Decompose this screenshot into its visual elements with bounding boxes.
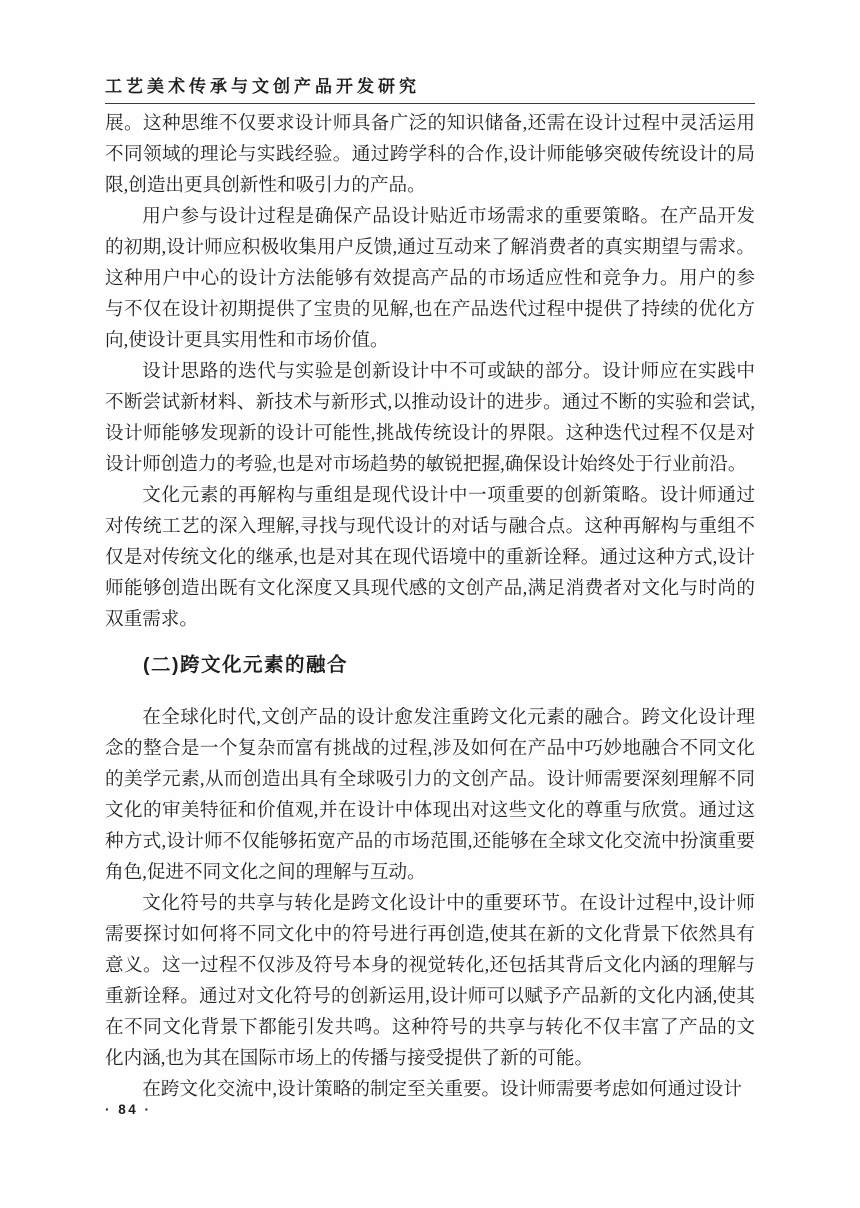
running-header-title: 工艺美术传承与文创产品开发研究 xyxy=(105,77,420,96)
paragraph: 在跨文化交流中,设计策略的制定至关重要。设计师需要考虑如何通过设计 xyxy=(142,1079,742,1100)
page-body xyxy=(105,108,755,1105)
page-footer xyxy=(105,1101,152,1119)
paragraph: 用户参与设计过程是确保产品设计贴近市场需求的重要策略。在产品开发的初期,设计师应积极收集用户反馈,通过互动来了解消费者的真实期望与需求。这种用户中心的设计方法能够有效提高产品的市场适应性和竞争力。用户的参与不仅在设计初期提供了宝贵的见解,也在产品迭代过程中提供了持续的优化方向,使设计更具实用性和市场价值。 xyxy=(105,206,755,351)
running-header xyxy=(105,70,755,104)
page-number: · 84 · xyxy=(105,1102,152,1117)
page-content xyxy=(105,70,755,1105)
section-heading: (二)跨文化元素的融合 xyxy=(143,654,348,676)
paragraph: 设计思路的迭代与实验是创新设计中不可或缺的部分。设计师应在实践中不断尝试新材料、新技术与新形式,以推动设计的进步。通过不断的实验和尝试,设计师能够发现新的设计可能性,挑战传统设计的界限。这种迭代过程不仅是对设计师创造力的考验,也是对市场趋势的敏锐把握,确保设计始终处于行业前沿。 xyxy=(105,361,755,475)
paragraph: 展。这种思维不仅要求设计师具备广泛的知识储备,还需在设计过程中灵活运用不同领域的理论与实践经验。通过跨学科的合作,设计师能够突破传统设计的局限,创造出更具创新性和吸引力的产品。 xyxy=(105,113,755,196)
paragraph: 文化元素的再解构与重组是现代设计中一项重要的创新策略。设计师通过对传统工艺的深入理解,寻找与现代设计的对话与融合点。这种再解构与重组不仅是对传统文化的继承,也是对其在现代语境中的重新诠释。通过这种方式,设计师能够创造出既有文化深度又具现代感的文创产品,满足消费者对文化与时尚的双重需求。 xyxy=(105,485,755,630)
paragraph: 文化符号的共享与转化是跨文化设计中的重要环节。在设计过程中,设计师需要探讨如何将不同文化中的符号进行再创造,使其在新的文化背景下依然具有意义。这一过程不仅涉及符号本身的视觉转化,还包括其背后文化内涵的理解与重新诠释。通过对文化符号的创新运用,设计师可以赋予产品新的文化内涵,使其在不同文化背景下都能引发共鸣。这种符号的共享与转化不仅丰富了产品的文化内涵,也为其在国际市场上的传播与接受提供了新的可能。 xyxy=(105,893,755,1069)
paragraph: 在全球化时代,文创产品的设计愈发注重跨文化元素的融合。跨文化设计理念的整合是一个复杂而富有挑战的过程,涉及如何在产品中巧妙地融合不同文化的美学元素,从而创造出具有全球吸引力的文创产品。设计师需要深刻理解不同文化的审美特征和价值观,并在设计中体现出对这些文化的尊重与欣赏。通过这种方式,设计师不仅能够拓宽产品的市场范围,还能够在全球文化交流中扮演重要角色,促进不同文化之间的理解与互动。 xyxy=(105,707,755,883)
